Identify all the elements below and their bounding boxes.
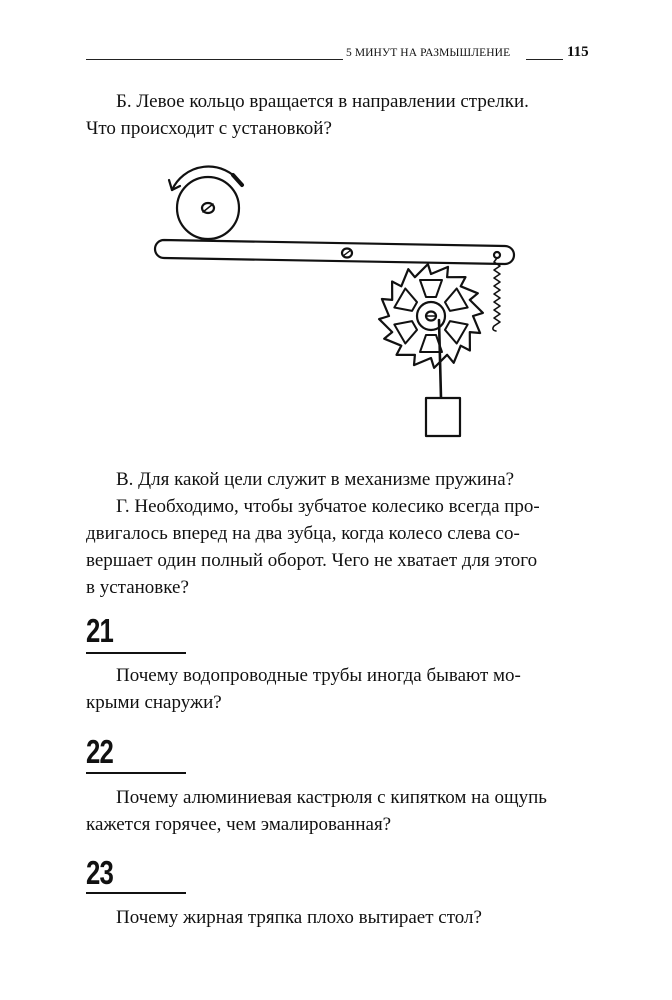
question-v (86, 466, 586, 493)
problem-rule (86, 892, 186, 894)
problem-22-text (86, 784, 586, 838)
problem-21-text (86, 662, 586, 716)
problem-number-23: 23 (86, 854, 114, 891)
header-rule-right (526, 59, 563, 60)
question-g (86, 493, 586, 601)
problem-23-text (86, 904, 586, 931)
cord (439, 320, 441, 398)
problem-rule (86, 652, 186, 654)
problem-line: Почему жирная тряпка плохо вытирает стол? (116, 907, 482, 928)
question-g-line: Г. Необходимо, чтобы зубчатое колесико всегда про- (116, 496, 540, 517)
lever-bar (155, 240, 514, 264)
question-g-line: двигалось вперед на два зубца, когда колесо слева со- (86, 523, 520, 544)
question-g-line: в установке? (86, 577, 189, 598)
ratchet-wheel (379, 264, 483, 368)
problem-line: крыми снаружи? (86, 692, 222, 713)
header-rule-left (86, 59, 343, 60)
question-g-line: вершает один полный оборот. Чего не хватает для этого (86, 550, 538, 571)
left-wheel (177, 177, 239, 239)
spring (493, 258, 500, 331)
question-b-line: Б. Левое кольцо вращается в направлении стрелки. (116, 91, 529, 112)
problem-number-22: 22 (86, 733, 114, 770)
mechanism-figure (150, 160, 520, 445)
problem-line: Почему алюминиевая кастрюля с кипятком на ощупь (116, 787, 547, 808)
problem-line: кажется горячее, чем эмалированная? (86, 814, 392, 835)
running-title: 5 МИНУТ НА РАЗМЫШЛЕНИЕ (346, 47, 511, 59)
problem-line: Почему водопроводные трубы иногда бывают мо- (116, 665, 521, 686)
weight (426, 398, 460, 436)
problem-number-21: 21 (86, 612, 114, 649)
running-header (86, 44, 589, 64)
question-b (86, 88, 586, 142)
question-b-line: Что происходит с установкой? (86, 118, 332, 139)
page-number: 115 (567, 44, 589, 60)
question-v-line: В. Для какой цели служит в механизме пружина? (116, 469, 515, 490)
problem-rule (86, 772, 186, 774)
